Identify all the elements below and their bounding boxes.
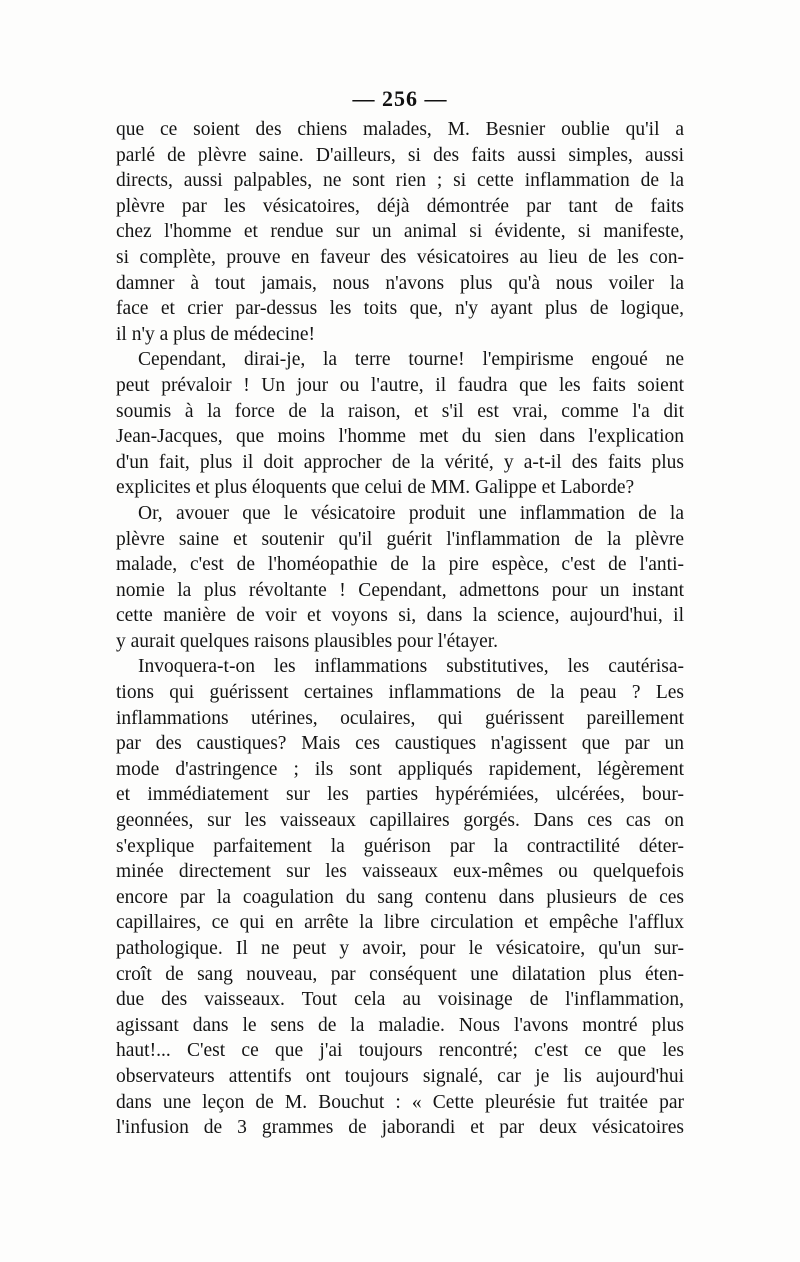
text-line: geonnées, sur les vaisseaux capillaires gorgés. Dans ces cas on [116, 810, 684, 832]
text-line: damner à tout jamais, nous n'avons plus qu'à nous voiler la [116, 272, 684, 294]
text-line: parlé de plèvre saine. D'ailleurs, si des faits aussi simples, aussi [116, 144, 684, 166]
text-line: si complète, prouve en faveur des vésicatoires au lieu de les con- [116, 246, 684, 268]
page-number: — 256 — [352, 86, 448, 111]
text-line: agissant dans le sens de la maladie. Nous l'avons montré plus [116, 1014, 684, 1036]
text-line: observateurs attentifs ont toujours signalé, car je lis aujourd'hui [116, 1065, 684, 1087]
text-line: dans une leçon de M. Bouchut : « Cette pleurésie fut traitée par [116, 1091, 684, 1113]
text-line: due des vaisseaux. Tout cela au voisinage de l'inflammation, [116, 989, 684, 1011]
text-line: cette manière de voir et voyons si, dans la science, aujourd'hui, il [116, 605, 684, 627]
text-line: d'un fait, plus il doit approcher de la vérité, y a-t-il des faits plus [116, 451, 684, 473]
text-line: mode d'astringence ; ils sont appliqués rapidement, légèrement [116, 758, 684, 780]
text-line: il n'y a plus de médecine! [116, 323, 315, 345]
body-text [116, 117, 684, 1141]
text-line: encore par la coagulation du sang contenu dans plusieurs de ces [116, 886, 684, 908]
text-line: soumis à la force de la raison, et s'il est vrai, comme l'a dit [116, 400, 684, 422]
text-line: y aurait quelques raisons plausibles pour l'étayer. [116, 630, 499, 652]
text-line: inflammations utérines, oculaires, qui guérissent pareillement [116, 707, 684, 729]
text-line: malade, c'est de l'homéopathie de la pire espèce, c'est de l'anti- [116, 554, 684, 576]
text-line: croît de sang nouveau, par conséquent une dilatation plus éten- [116, 963, 684, 985]
text-line: et immédiatement sur les parties hypérémiées, ulcérées, bour- [116, 784, 684, 806]
text-line: haut!... C'est ce que j'ai toujours rencontré; c'est ce que les [116, 1040, 684, 1062]
text-line: directs, aussi palpables, ne sont rien ; si cette inflammation de la [116, 170, 684, 192]
text-line: l'infusion de 3 grammes de jaborandi et par deux vésicatoires [116, 1117, 684, 1139]
text-line: Or, avouer que le vésicatoire produit une inflammation de la [138, 502, 684, 524]
text-line: peut prévaloir ! Un jour ou l'autre, il faudra que les faits soient [116, 374, 684, 396]
text-line: pathologique. Il ne peut y avoir, pour le vésicatoire, qu'un sur- [116, 938, 684, 959]
text-line: explicites et plus éloquents que celui de MM. Galippe et Laborde? [116, 477, 635, 499]
text-line: chez l'homme et rendue sur un animal si évidente, si manifeste, [116, 221, 684, 243]
text-line: Invoquera-t-on les inflammations substitutives, les cautérisa- [138, 656, 684, 678]
text-line: plèvre saine et soutenir qu'il guérit l'inflammation de la plèvre [116, 528, 684, 550]
text-line: s'explique parfaitement la guérison par la contractilité déter- [116, 835, 684, 857]
text-line: face et crier par-dessus les toits que, n'y ayant plus de logique, [116, 298, 684, 320]
text-line: tions qui guérissent certaines inflammations de la peau ? Les [116, 682, 684, 704]
text-line: Cependant, dirai-je, la terre tourne! l'empirisme engoué ne [138, 349, 684, 371]
text-line: minée directement sur les vaisseaux eux-mêmes ou quelquefois [116, 861, 684, 883]
text-line: Jean-Jacques, que moins l'homme met du sien dans l'explication [116, 426, 684, 448]
text-line: que ce soient des chiens malades, M. Besnier oublie qu'il a [116, 119, 684, 140]
text-line: par des caustiques? Mais ces caustiques n'agissent que par un [116, 733, 684, 755]
text-line: capillaires, ce qui en arrête la libre circulation et empêche l'afflux [116, 912, 684, 934]
text-line: plèvre par les vésicatoires, déjà démontrée par tant de faits [116, 195, 684, 217]
text-line: nomie la plus révoltante ! Cependant, admettons pour un instant [116, 579, 684, 601]
